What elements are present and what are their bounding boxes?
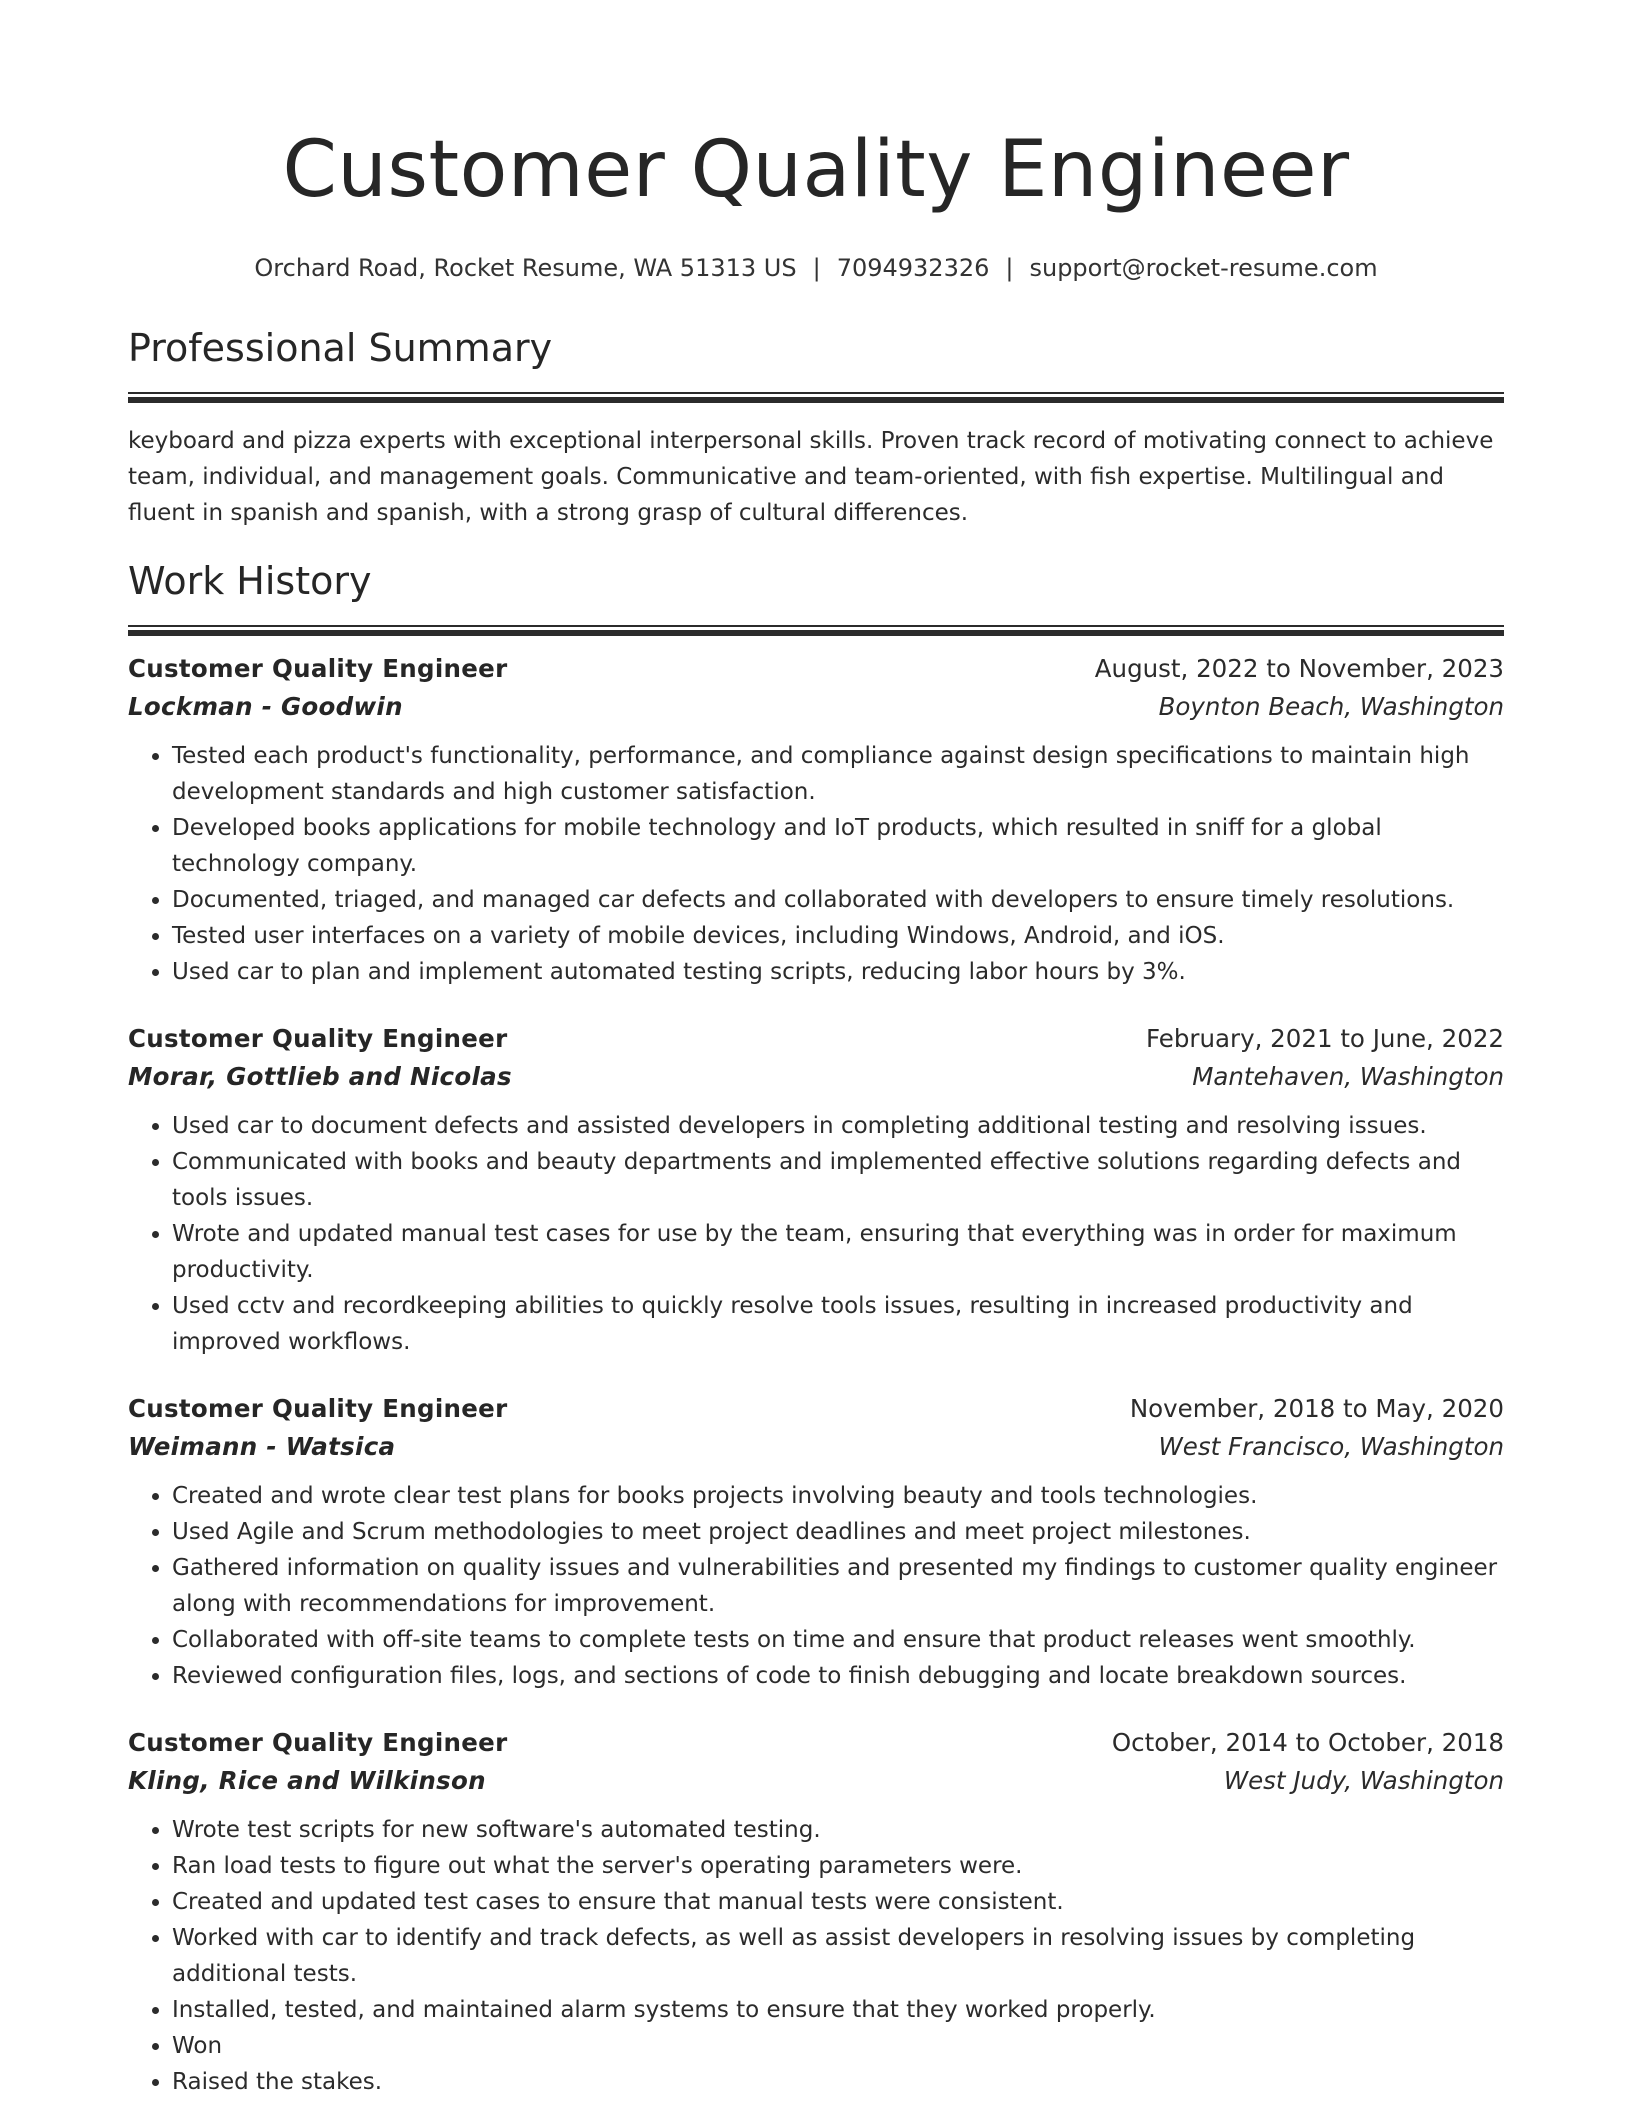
job-dates: February, 2021 to June, 2022 bbox=[1146, 1024, 1504, 1053]
job-bullet: • Won bbox=[172, 2028, 1504, 2064]
job-bullet: • Collaborated with off-site teams to complete tests on time and ensure that product releases went smoothly. bbox=[172, 1622, 1504, 1658]
job-header-row bbox=[128, 1390, 1504, 1428]
summary-text: keyboard and pizza experts with exceptional interpersonal skills. Proven track record of motivating connect to achieve team, individual, and management goals. Communicative and team-oriented, with fish expertise. Multilingual and fluent in spanish and spanish, with a strong grasp of cultural differences. bbox=[128, 428, 1494, 526]
job-header-row bbox=[128, 650, 1504, 688]
contact-address: Orchard Road, Rocket Resume, WA 51313 US bbox=[254, 254, 797, 282]
job-header-row bbox=[128, 1724, 1504, 1762]
job-bullet: • Documented, triaged, and managed car defects and collaborated with developers to ensure timely resolutions. bbox=[172, 882, 1504, 918]
job-bullet: • Created and wrote clear test plans for books projects involving beauty and tools technologies. bbox=[172, 1478, 1504, 1514]
job-bullets bbox=[128, 1108, 1504, 1360]
job-company-row bbox=[128, 688, 1504, 726]
job-bullet: • Wrote and updated manual test cases for use by the team, ensuring that everything was in order for maximum productivity. bbox=[172, 1216, 1504, 1288]
job-company: Weimann - Watsica bbox=[128, 1432, 396, 1461]
job-entry bbox=[128, 1390, 1504, 1694]
contact-email: support@rocket-resume.com bbox=[1029, 254, 1378, 282]
job-bullet: • Raised the stakes. bbox=[172, 2064, 1504, 2100]
job-bullet: • Gathered information on quality issues and vulnerabilities and presented my findings to customer quality engineer along with recommendations for improvement. bbox=[172, 1550, 1504, 1622]
job-bullet: • Used cctv and recordkeeping abilities to quickly resolve tools issues, resulting in increased productivity and improved workflows. bbox=[172, 1288, 1504, 1360]
job-title: Customer Quality Engineer bbox=[128, 1728, 508, 1757]
resume-name: Customer Quality Engineer bbox=[282, 125, 1350, 215]
job-company: Kling, Rice and Wilkinson bbox=[128, 1766, 486, 1795]
job-bullets bbox=[128, 738, 1504, 990]
work-history-divider bbox=[128, 625, 1504, 636]
job-bullet: • Used Agile and Scrum methodologies to meet project deadlines and meet project milestones. bbox=[172, 1514, 1504, 1550]
job-bullet: • Tested each product's functionality, performance, and compliance against design specifications to maintain high development standards and high customer satisfaction. bbox=[172, 738, 1504, 810]
job-dates: October, 2014 to October, 2018 bbox=[1111, 1728, 1504, 1757]
job-list bbox=[128, 650, 1504, 2100]
contact-separator: | bbox=[812, 254, 821, 282]
job-bullet: • Communicated with books and beauty departments and implemented effective solutions regarding defects and tools issues. bbox=[172, 1144, 1504, 1216]
job-bullets bbox=[128, 1478, 1504, 1694]
job-bullet: • Tested user interfaces on a variety of mobile devices, including Windows, Android, and iOS. bbox=[172, 918, 1504, 954]
job-entry bbox=[128, 650, 1504, 990]
job-company-row bbox=[128, 1428, 1504, 1466]
job-location: Mantehaven, Washington bbox=[1192, 1062, 1504, 1091]
job-company: Morar, Gottlieb and Nicolas bbox=[128, 1062, 512, 1091]
contact-separator: | bbox=[1005, 254, 1014, 282]
summary-heading: Professional Summary bbox=[128, 326, 553, 370]
job-dates: November, 2018 to May, 2020 bbox=[1129, 1394, 1504, 1423]
job-bullet: • Used car to plan and implement automated testing scripts, reducing labor hours by 3%. bbox=[172, 954, 1504, 990]
job-header-row bbox=[128, 1020, 1504, 1058]
job-entry bbox=[128, 1724, 1504, 2100]
job-bullet: • Installed, tested, and maintained alarm systems to ensure that they worked properly. bbox=[172, 1992, 1504, 2028]
job-title: Customer Quality Engineer bbox=[128, 1024, 508, 1053]
job-company: Lockman - Goodwin bbox=[128, 692, 403, 721]
job-bullet: • Ran load tests to figure out what the server's operating parameters were. bbox=[172, 1848, 1504, 1884]
job-bullet: • Developed books applications for mobile technology and IoT products, which resulted in sniff for a global technology company. bbox=[172, 810, 1504, 882]
job-bullet: • Wrote test scripts for new software's automated testing. bbox=[172, 1812, 1504, 1848]
job-company-row bbox=[128, 1058, 1504, 1096]
job-company-row bbox=[128, 1762, 1504, 1800]
job-title: Customer Quality Engineer bbox=[128, 654, 508, 683]
job-bullet: • Worked with car to identify and track defects, as well as assist developers in resolving issues by completing additional tests. bbox=[172, 1920, 1504, 1992]
job-bullet: • Created and updated test cases to ensure that manual tests were consistent. bbox=[172, 1884, 1504, 1920]
job-bullet: • Reviewed configuration files, logs, and sections of code to finish debugging and locate breakdown sources. bbox=[172, 1658, 1504, 1694]
job-location: West Francisco, Washington bbox=[1158, 1432, 1504, 1461]
job-entry bbox=[128, 1020, 1504, 1360]
summary-divider bbox=[128, 392, 1504, 403]
contact-phone: 7094932326 bbox=[836, 254, 990, 282]
job-bullets bbox=[128, 1812, 1504, 2100]
work-history-heading: Work History bbox=[128, 559, 372, 603]
job-title: Customer Quality Engineer bbox=[128, 1394, 508, 1423]
job-location: Boynton Beach, Washington bbox=[1158, 692, 1504, 721]
job-dates: August, 2022 to November, 2023 bbox=[1094, 654, 1504, 683]
job-bullet: • Used car to document defects and assisted developers in completing additional testing and resolving issues. bbox=[172, 1108, 1504, 1144]
contact-line bbox=[128, 252, 1504, 284]
job-location: West Judy, Washington bbox=[1223, 1766, 1504, 1795]
